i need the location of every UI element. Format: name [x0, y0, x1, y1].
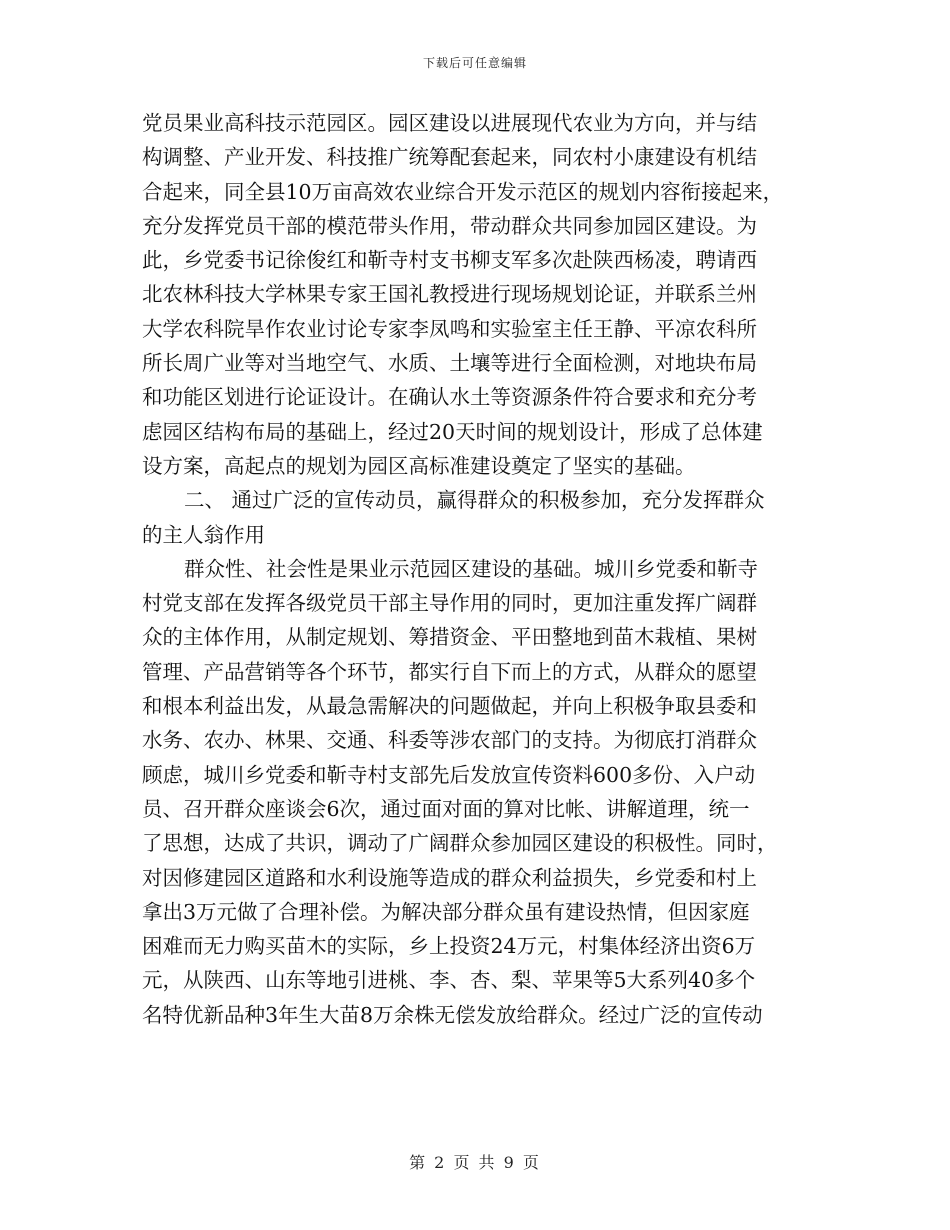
text-line: 困难而无力购买苗木的实际，乡上投资24万元，村集体经济出资6万	[142, 934, 756, 959]
page-footer: 第 2 页 共 9 页	[409, 1153, 541, 1172]
text-line: 对因修建园区道路和水利设施等造成的群众利益损失，乡党委和村上	[142, 865, 757, 890]
text-line: 虑园区结构布局的基础上，经过20天时间的规划设计，形成了总体建	[142, 419, 763, 444]
text-line: 员、召开群众座谈会6次，通过面对面的算对比帐、讲解道理，统一	[142, 796, 750, 821]
text-line: 设方案，高起点的规划为园区高标准建设奠定了坚实的基础。	[142, 453, 696, 478]
text-line: 北农林科技大学林果专家王国礼教授进行现场规划论证，并联系兰州	[142, 282, 757, 307]
text-line: 元，从陕西、山东等地引进桃、李、杏、梨、苹果等5大系列40多个	[142, 968, 756, 993]
text-line: 了思想，达成了共识，调动了广阔群众参加园区建设的积极性。同时，	[142, 831, 778, 856]
text-line: 合起来，同全县10万亩高效农业综合开发示范区的规划内容衔接起来，	[142, 179, 784, 204]
text-line: 党员果业高科技示范园区。园区建设以进展现代农业为方向，并与结	[142, 111, 757, 135]
text-line: 构调整、产业开发、科技推广统筹配套起来，同农村小康建设有机结	[142, 145, 757, 170]
text-line: 所长周广业等对当地空气、水质、土壤等进行全面检测，对地块布局	[142, 351, 757, 376]
text-line: 充分发挥党员干部的模范带头作用，带动群众共同参加园区建设。为	[142, 213, 757, 238]
text-line: 大学农科院旱作农业讨论专家李凤鸣和实验室主任王静、平凉农科所	[142, 316, 757, 341]
body-text	[142, 106, 812, 1032]
text-line: 村党支部在发挥各级党员干部主导作用的同时，更加注重发挥广阔群	[142, 591, 757, 616]
text-line: 和根本利益出发，从最急需解决的问题做起，并向上积极争取县委和	[142, 694, 757, 719]
text-line: 顾虑，城川乡党委和靳寺村支部先后发放宣传资料600多份、入户动	[142, 762, 756, 787]
text-line: 水务、农办、林果、交通、科委等涉农部门的支持。为彻底打消群众	[142, 728, 757, 753]
text-line: 众的主体作用，从制定规划、筹措资金、平田整地到苗木栽植、果树	[142, 625, 757, 650]
page-header: 下载后可任意编辑	[422, 56, 527, 70]
section-heading-line: 的主人翁作用	[142, 522, 265, 547]
section-heading-line: 二、 通过广泛的宣传动员，赢得群众的积极参加，充分发挥群众	[184, 488, 765, 513]
text-line: 和功能区划进行论证设计。在确认水土等资源条件符合要求和充分考	[142, 385, 757, 410]
text-line: 此，乡党委书记徐俊红和靳寺村支书柳支军多次赴陕西杨凌，聘请西	[142, 248, 757, 273]
text-line: 拿出3万元做了合理补偿。为解决部分群众虽有建设热情，但因家庭	[142, 899, 750, 924]
text-line: 群众性、社会性是果业示范园区建设的基础。城川乡党委和靳寺	[184, 556, 758, 581]
text-line: 管理、产品营销等各个环节，都实行自下而上的方式，从群众的愿望	[142, 659, 757, 684]
text-line: 名特优新品种3年生大苗8万余株无偿发放给群众。经过广泛的宣传动	[142, 1002, 763, 1027]
